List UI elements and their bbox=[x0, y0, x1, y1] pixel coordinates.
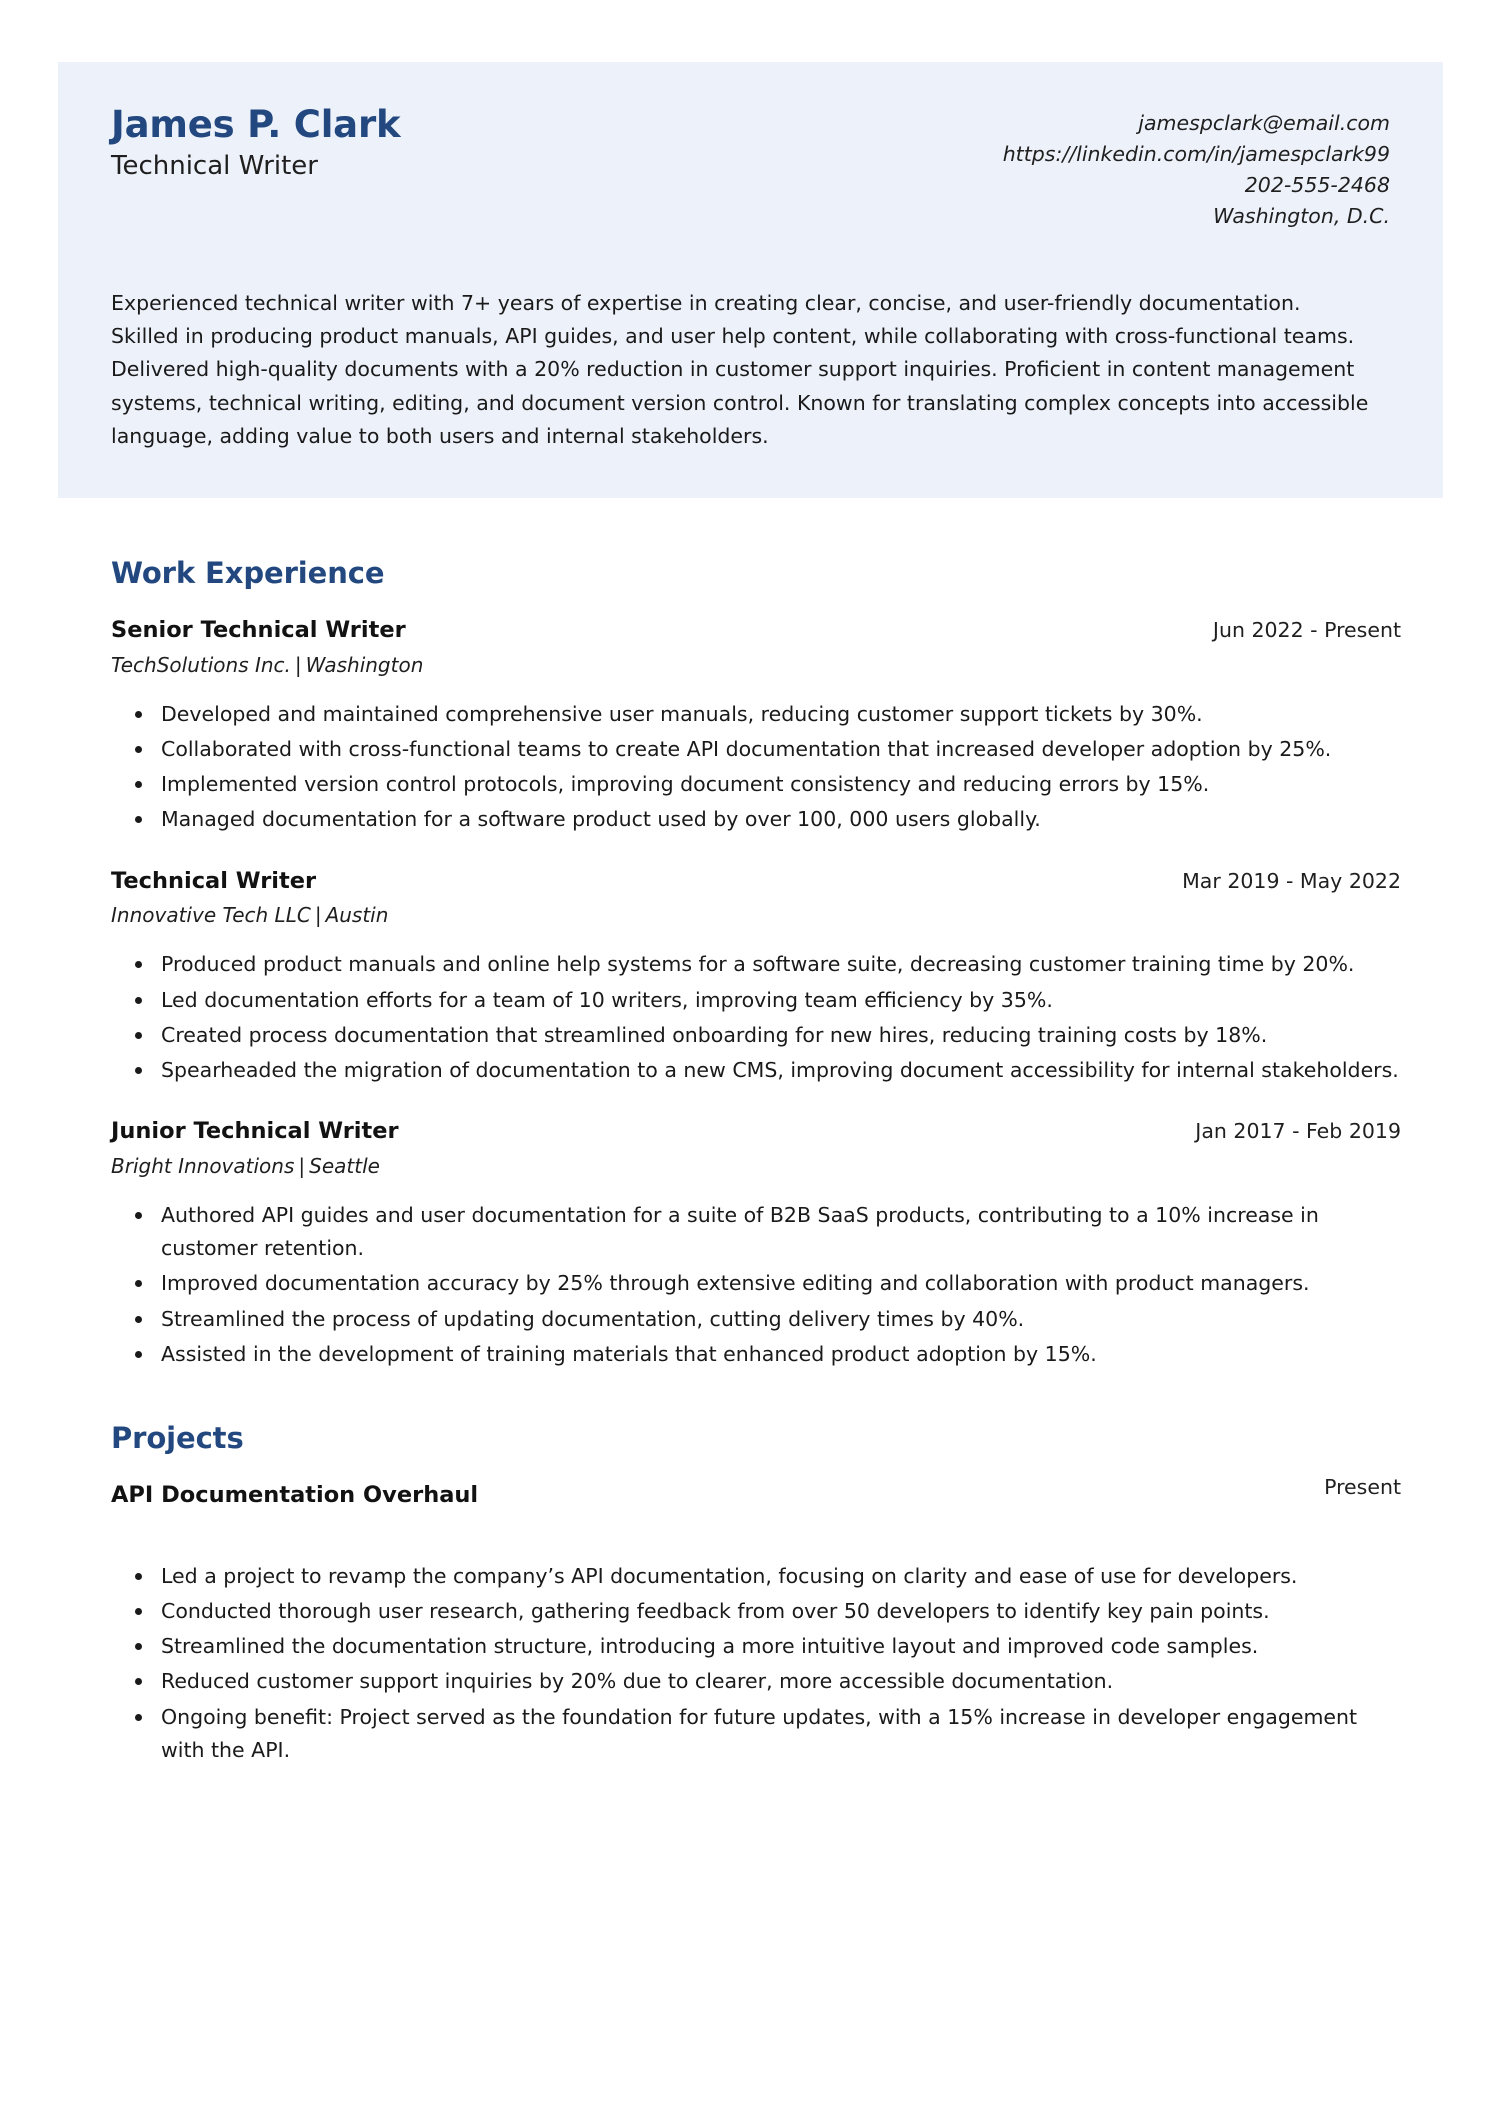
work-entry-company: Innovative Tech LLC bbox=[111, 903, 311, 928]
list-item: Led a project to revamp the company’s API documentation, focusing on clarity and ease of use for developers. bbox=[159, 1560, 1401, 1593]
list-item: Improved documentation accuracy by 25% through extensive editing and collaboration with product managers. bbox=[159, 1267, 1401, 1300]
work-entry-separator: | bbox=[314, 903, 322, 928]
project-name: API Documentation Overhaul bbox=[111, 1482, 479, 1509]
list-item: Spearheaded the migration of documentation to a new CMS, improving document accessibility for internal stakeholders. bbox=[159, 1054, 1401, 1087]
project-spacer bbox=[111, 1510, 1401, 1540]
candidate-name: James P. Clark bbox=[111, 103, 401, 146]
work-entry-org-line bbox=[111, 1153, 1401, 1179]
project-entry-header bbox=[111, 1475, 1401, 1510]
contact-linkedin-url[interactable]: https://linkedin.com/in/jamespclark99 bbox=[1002, 142, 1390, 167]
work-entry-location: Austin bbox=[325, 903, 389, 928]
section-work-experience bbox=[111, 556, 1401, 1371]
work-entry-location: Seattle bbox=[309, 1154, 380, 1179]
contact-location: Washington, D.C. bbox=[1213, 204, 1390, 229]
work-entry-header bbox=[111, 616, 1401, 645]
section-heading-projects: Projects bbox=[111, 1421, 244, 1456]
list-item: Led documentation efforts for a team of 10 writers, improving team efficiency by 35%. bbox=[159, 984, 1401, 1017]
work-entry bbox=[111, 1117, 1401, 1371]
work-entry-separator: | bbox=[294, 652, 302, 677]
list-item: Streamlined the documentation structure, introducing a more intuitive layout and improved code samples. bbox=[159, 1630, 1401, 1663]
work-entry bbox=[111, 616, 1401, 837]
work-entry-company: Bright Innovations bbox=[111, 1154, 295, 1179]
work-entry-bullets bbox=[111, 1199, 1401, 1371]
list-item: Ongoing benefit: Project served as the foundation for future updates, with a 15% increase in developer engagement with the API. bbox=[159, 1701, 1401, 1767]
list-item: Authored API guides and user documentation for a suite of B2B SaaS products, contributing to a 10% increase in customer retention. bbox=[159, 1199, 1401, 1265]
work-entry-org-line bbox=[111, 902, 1401, 928]
work-entry bbox=[111, 867, 1401, 1088]
work-entry-dates: Jun 2022 - Present bbox=[1212, 618, 1401, 642]
header-top-row bbox=[111, 102, 1390, 233]
list-item: Managed documentation for a software product used by over 100, 000 users globally. bbox=[159, 803, 1401, 836]
section-projects bbox=[111, 1421, 1401, 1767]
section-heading-work-experience: Work Experience bbox=[111, 556, 385, 590]
contact-block bbox=[1003, 102, 1390, 233]
work-entry-role: Senior Technical Writer bbox=[111, 617, 406, 643]
work-entry-dates: Jan 2017 - Feb 2019 bbox=[1195, 1119, 1401, 1144]
list-item: Produced product manuals and online help systems for a software suite, decreasing customer training time by 20%. bbox=[159, 948, 1401, 981]
project-dates: Present bbox=[1324, 1475, 1401, 1500]
contact-phone[interactable]: 202-555-2468 bbox=[1244, 173, 1390, 198]
list-item: Collaborated with cross-functional teams to create API documentation that increased developer adoption by 25%. bbox=[159, 733, 1401, 766]
project-bullets bbox=[111, 1560, 1401, 1767]
work-entry-bullets bbox=[111, 698, 1401, 837]
list-item: Developed and maintained comprehensive user manuals, reducing customer support tickets by 30%. bbox=[159, 698, 1401, 731]
list-item: Created process documentation that streamlined onboarding for new hires, reducing training costs by 18%. bbox=[159, 1019, 1401, 1052]
resume-header-band bbox=[58, 62, 1443, 498]
resume-body bbox=[111, 556, 1401, 1773]
list-item: Implemented version control protocols, improving document consistency and reducing errors by 15%. bbox=[159, 768, 1401, 801]
project-entry bbox=[111, 1475, 1401, 1767]
list-item: Reduced customer support inquiries by 20% due to clearer, more accessible documentation. bbox=[159, 1665, 1401, 1698]
work-entry-dates: Mar 2019 - May 2022 bbox=[1182, 868, 1401, 893]
work-entry-role: Technical Writer bbox=[111, 867, 317, 894]
professional-summary: Experienced technical writer with 7+ years of expertise in creating clear, concise, and user-friendly documentation. Skilled in producing product manuals, API guides, and user help content, while collaborating with cross-functional teams. Delivered high-quality documents with a 20% reduction in customer support inquiries. Proficient in content management systems, technical writing, editing, and document version control. Known for translating complex concepts into accessible language, adding value to both users and internal stakeholders. bbox=[111, 290, 1369, 449]
contact-email[interactable]: jamespclark@email.com bbox=[1138, 111, 1390, 135]
candidate-job-title: Technical Writer bbox=[111, 151, 318, 182]
work-entry-location: Washington bbox=[305, 652, 424, 677]
work-entry-bullets bbox=[111, 948, 1401, 1087]
identity-block bbox=[111, 102, 400, 185]
work-entry-role: Junior Technical Writer bbox=[111, 1118, 399, 1145]
list-item: Assisted in the development of training materials that enhanced product adoption by 15%. bbox=[159, 1338, 1401, 1371]
work-entry-header bbox=[111, 867, 1401, 896]
list-item: Streamlined the process of updating documentation, cutting delivery times by 40%. bbox=[159, 1303, 1401, 1336]
work-entry-header bbox=[111, 1117, 1401, 1146]
list-item: Conducted thorough user research, gathering feedback from over 50 developers to identify key pain points. bbox=[159, 1595, 1401, 1628]
work-entry-company: TechSolutions Inc. bbox=[111, 652, 291, 677]
work-entry-org-line bbox=[111, 652, 1401, 678]
work-entry-separator: | bbox=[298, 1154, 306, 1179]
